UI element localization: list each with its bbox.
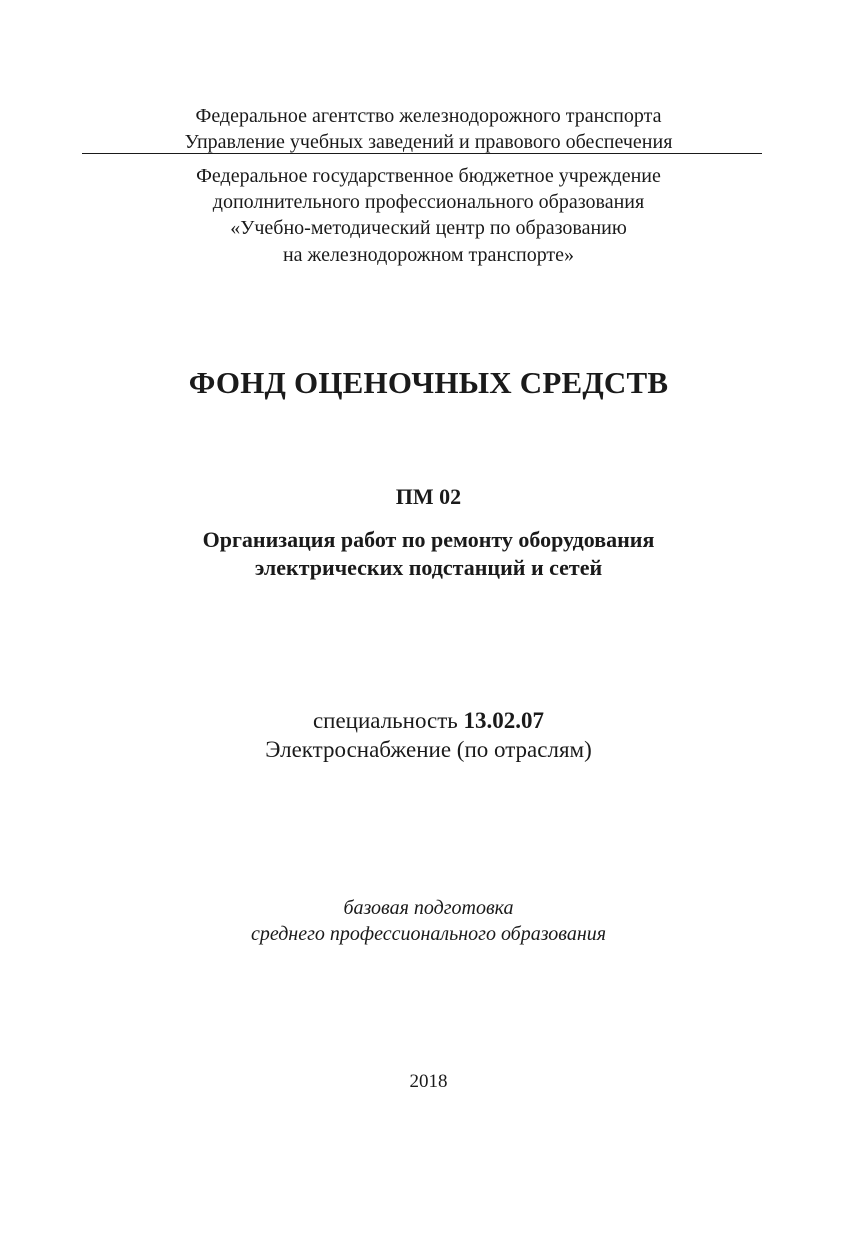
institution-line-3: «Учебно-методический центр по образованию bbox=[230, 217, 627, 239]
specialty-code: 13.02.07 bbox=[463, 708, 545, 733]
header-divider bbox=[82, 153, 762, 154]
module-code: ПМ 02 bbox=[395, 484, 462, 509]
institution-line-4: на железнодорожном транспорте» bbox=[282, 244, 575, 266]
publication-year: 2018 bbox=[409, 1071, 448, 1092]
specialty-line bbox=[0, 707, 857, 735]
document-title: ФОНД ОЦЕНОЧНЫХ СРЕДСТВ bbox=[188, 365, 669, 400]
module-name-line-1: Организация работ по ремонту оборудования bbox=[202, 527, 655, 552]
level-line-2: среднего профессионального образования bbox=[250, 923, 607, 945]
institution-line-2: дополнительного профессионального образования bbox=[212, 191, 645, 213]
institution-line-1: Федеральное государственное бюджетное учреждение bbox=[196, 165, 661, 187]
department-name: Управление учебных заведений и правового обеспечения bbox=[184, 131, 673, 153]
specialty-name: Электроснабжение (по отраслям) bbox=[265, 737, 592, 762]
specialty-label: специальность bbox=[312, 708, 458, 733]
module-name-line-2: электрических подстанций и сетей bbox=[254, 555, 603, 580]
agency-name: Федеральное агентство железнодорожного транспорта bbox=[195, 105, 662, 127]
level-line-1: базовая подготовка bbox=[343, 897, 514, 919]
